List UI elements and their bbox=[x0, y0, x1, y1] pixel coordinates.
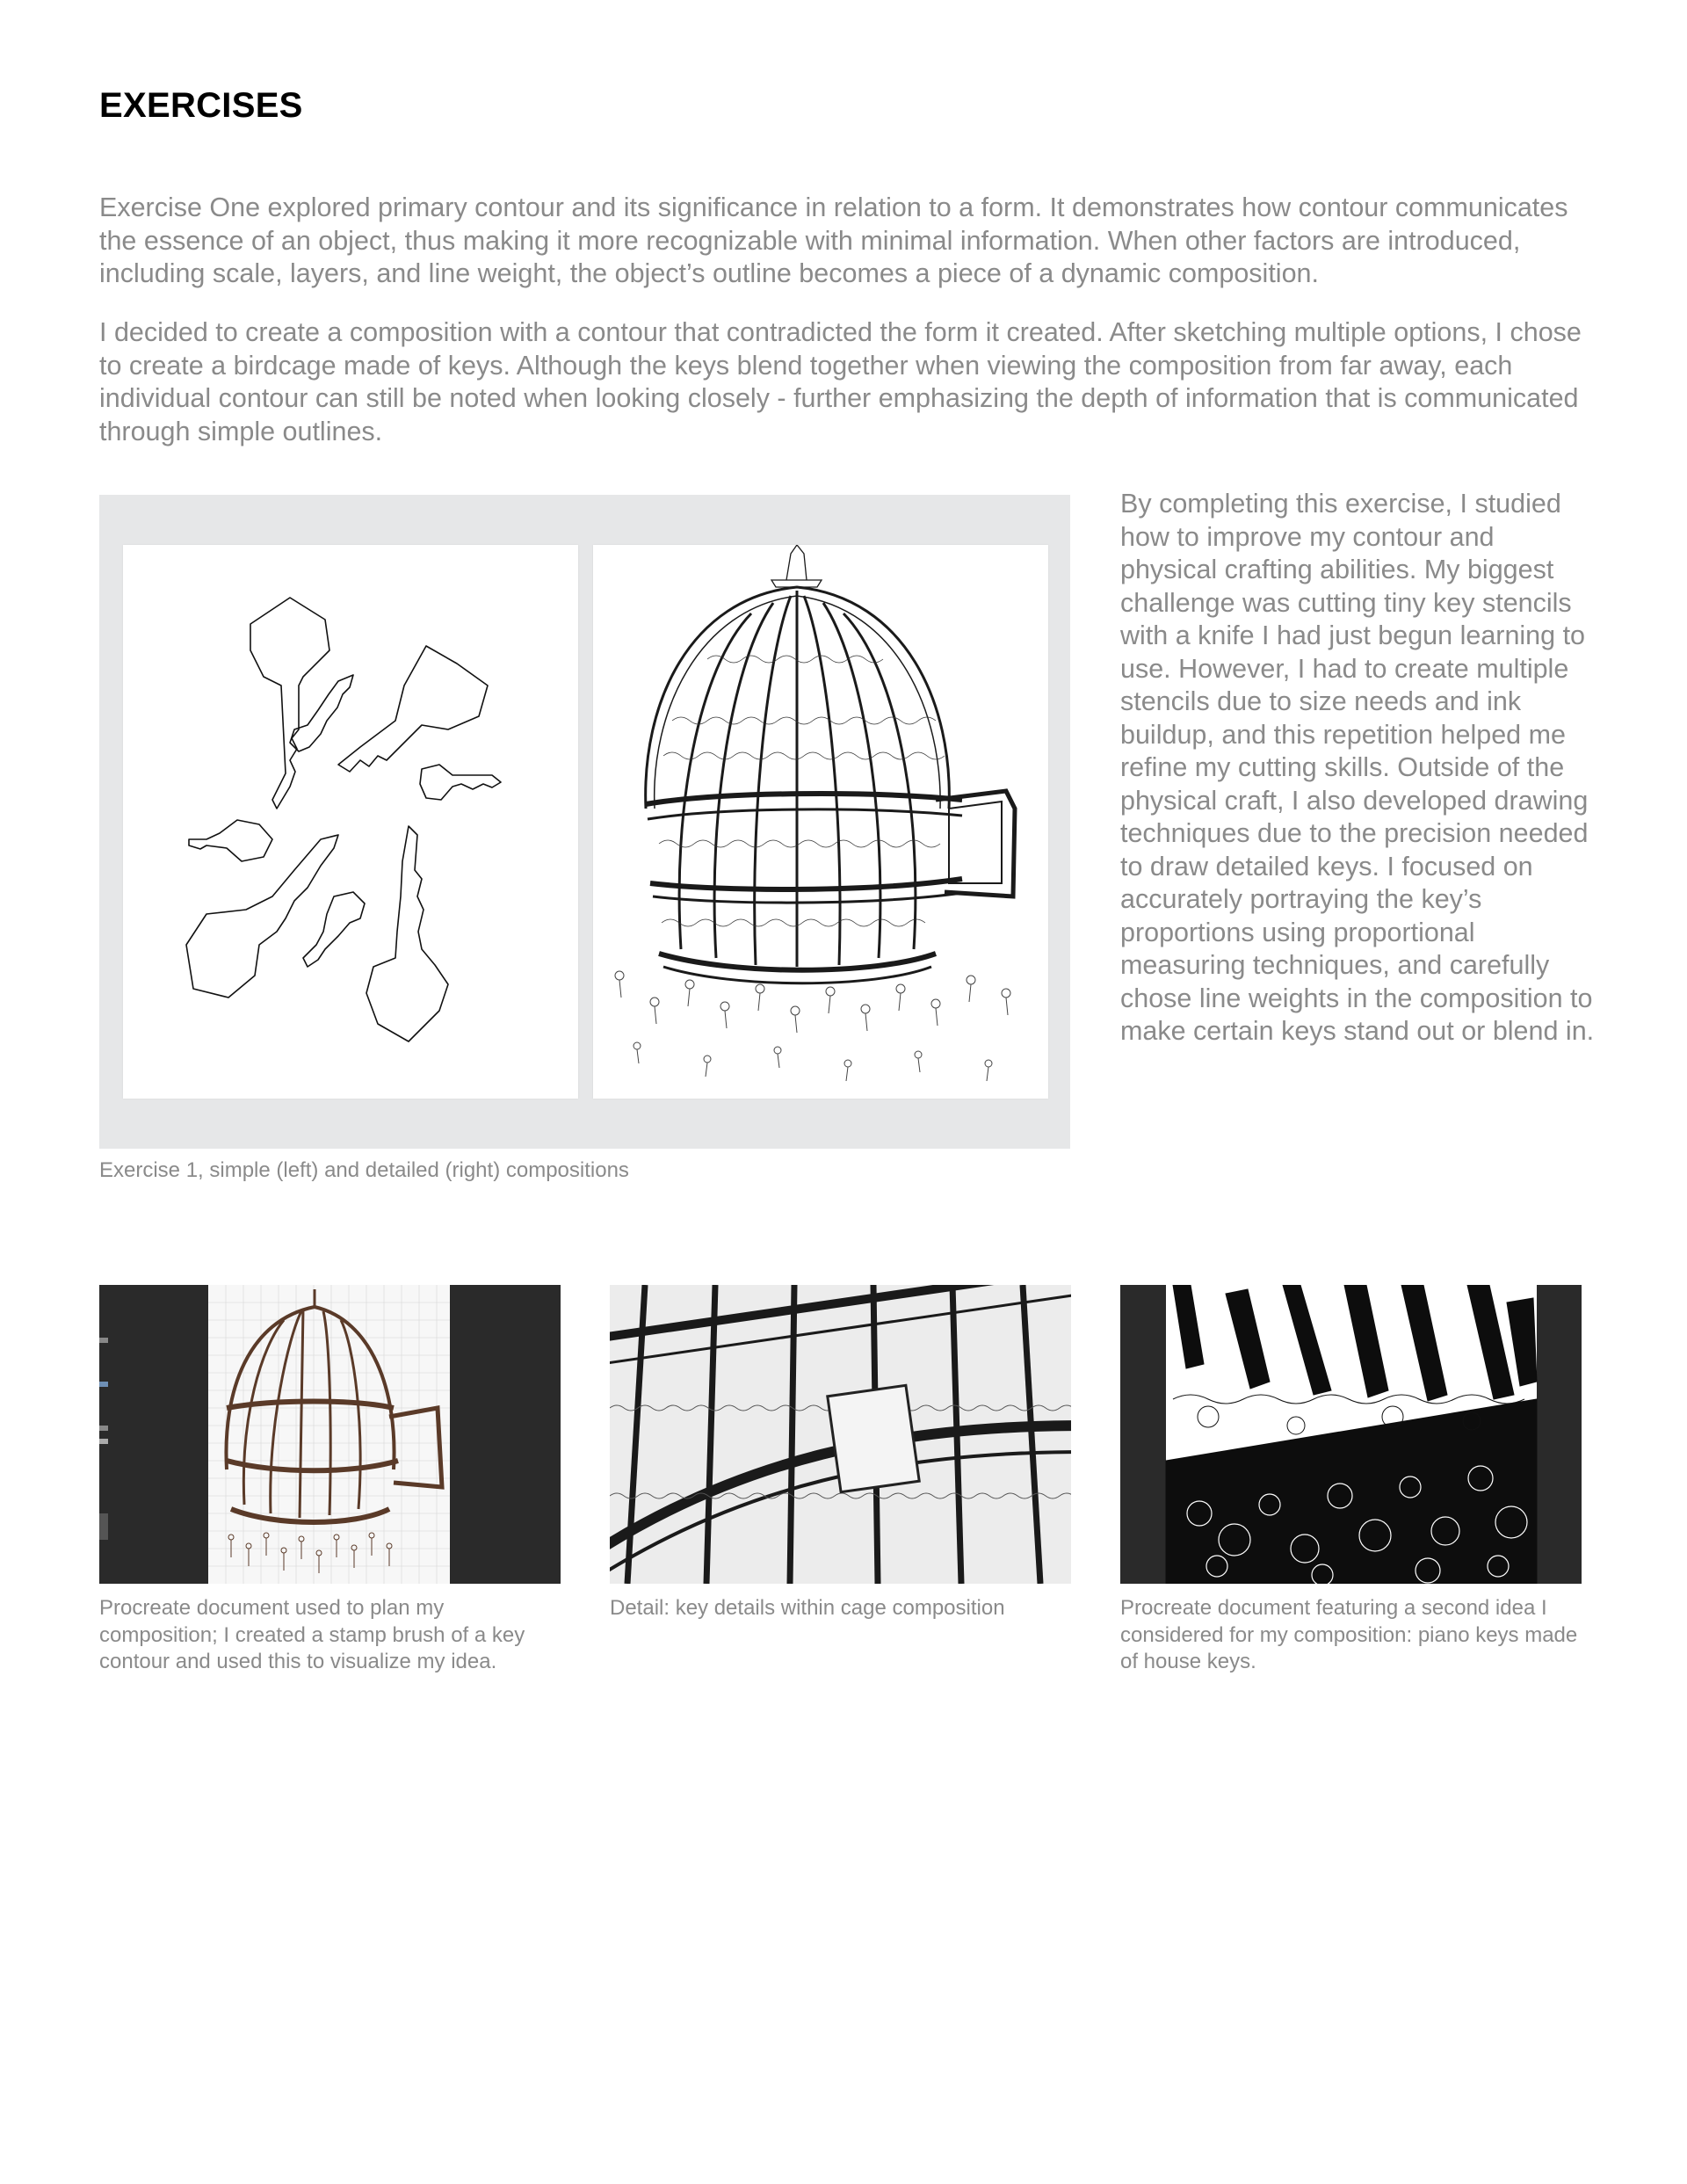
key-outline bbox=[338, 646, 488, 772]
reflection-paragraph: By completing this exercise, I studied how to improve my contour and physical crafting abilities. My biggest challenge was cutting tiny key stencils with a knife I had just begun learning to use. However, I had to create multiple stencils due to size needs and ink buildup, and this repetition helped me refine my cutting skills. Outside of the physical craft, I also developed drawing techniques due to the precision needed to draw detailed keys. I focused on accurately portraying the key’s proportions using proportional measuring techniques, and carefully chose line weights in the composition to make certain keys stand out or blend in. bbox=[1120, 489, 1595, 1046]
key-detail-closeup bbox=[610, 1285, 1071, 1584]
procreate-cage-sketch bbox=[99, 1285, 561, 1584]
key-outline bbox=[189, 820, 272, 861]
birdcage-drawing bbox=[593, 545, 1048, 1099]
cage-hook bbox=[786, 545, 807, 580]
cage-band bbox=[646, 794, 962, 804]
exercise-figure-panel bbox=[99, 495, 1070, 1149]
piano-keys-caption: Procreate document featuring a second idea I considered for my composition: piano keys made of house keys. bbox=[1120, 1596, 1578, 1673]
key-outline bbox=[366, 826, 448, 1041]
simple-key-composition bbox=[123, 545, 578, 1099]
intro-paragraph-2: I decided to create a composition with a contour that contradicted the form it created. After sketching multiple options, I chose to create a birdcage made of keys. Although the keys blend together when viewing the composition from far away, each individual contour can still be noted when looking closely - further emphasizing the depth of information that is communicated through simple outlines. bbox=[99, 317, 1582, 446]
intro-paragraph-1: Exercise One explored primary contour and its significance in relation to a form. It demonstrates how contour communicates the essence of an object, thus making it more recognizable with minimal information. When other factors are introduced, including scale, layers, and line weight, the object’s outline becomes a piece of a dynamic composition. bbox=[99, 192, 1568, 288]
cage-detail-image bbox=[610, 1285, 1071, 1584]
key-outline bbox=[303, 892, 365, 967]
main-figure-caption: Exercise 1, simple (left) and detailed (right) compositions bbox=[99, 1158, 629, 1182]
detailed-birdcage-composition bbox=[593, 545, 1048, 1099]
piano-keys-sketch bbox=[1120, 1285, 1582, 1584]
key-outline bbox=[420, 765, 501, 800]
simple-keys-drawing bbox=[123, 545, 578, 1099]
procreate-plan-caption: Procreate document used to plan my composition; I created a stamp brush of a key contour and used this to visualize my idea. bbox=[99, 1596, 525, 1673]
piano-keys-idea-image bbox=[1120, 1285, 1582, 1584]
page-title: EXERCISES bbox=[99, 86, 303, 125]
cage-detail-caption: Detail: key details within cage composition bbox=[610, 1596, 1005, 1620]
key-outline bbox=[250, 598, 329, 809]
procreate-plan-image bbox=[99, 1285, 561, 1584]
key-outline bbox=[186, 835, 338, 998]
